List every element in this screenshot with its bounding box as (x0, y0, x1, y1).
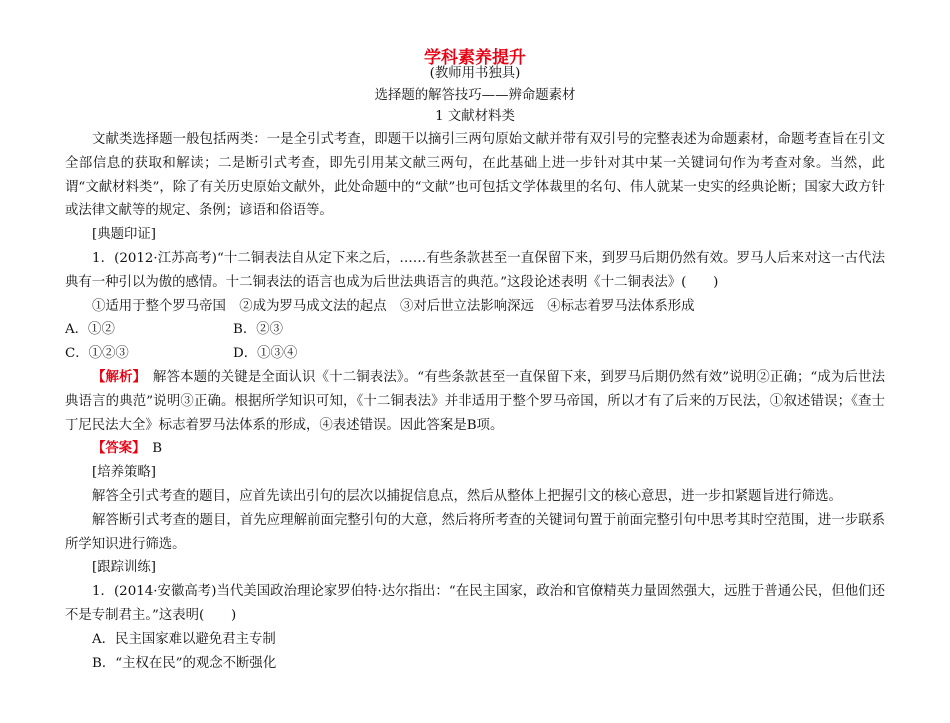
option-d: D．①③④ (233, 346, 298, 362)
option-b: B．②③ (233, 322, 284, 338)
document-body (65, 128, 885, 675)
example-heading: [典题印证] (92, 227, 157, 243)
example-statements: ①适用于整个罗马帝国 ②成为罗马成文法的起点 ③对后世立法影响深远 ④标志着罗马法体系形成 (92, 298, 695, 314)
analysis-text: 解答本题的关键是全面认识《十二铜表法》。“有些条款甚至一直保留下来，到罗马后期仍然有效”说明②正确；“成为后世法典语言的典范”说明③正确。根据所学知识可知，《十二铜表法》并非适用于整个罗马帝国，所以才有了后来的万民法，①叙述错误；《查士丁尼民法大全》标志着罗马法体系的形成，④表述错误。因此答案是B项。 (65, 369, 885, 433)
options-row-1 (65, 318, 885, 342)
analysis-paragraph (65, 366, 885, 437)
strategy-paragraph-1: 解答全引式考查的题目，应首先读出引句的层次以捕捉信息点，然后从整体上把握引文的核心意思，进一步扣紧题旨进行筛选。 (92, 488, 842, 504)
options-row-2 (65, 342, 885, 366)
intro-paragraph: 文献类选择题一般包括两类：一是全引式考查，即题干以摘引三两句原始文献并带有双引号的完整表述为命题素材，命题考查旨在引文全部信息的获取和解读；二是断引式考查，即先引用某文献三两句，在此基础上进一步针对其中某一关键词句作为考查对象。当然，此谓“文献材料类”，除了有关历史原始文献外，此处命题中的“文献”也可包括文学体裁里的名句、伟人就某一史实的经典论断；国家大政方针或法律文献等的规定、条例；谚语和俗语等。 (65, 132, 885, 219)
section-heading: 选择题的解答技巧——辨命题素材 (374, 88, 576, 103)
strategy-paragraph-2: 解答断引式考查的题目，首先应理解前面完整引句的大意，然后将所考查的关键词句置于前面完整引句中思考其时空范围，进一步联系所学知识进行筛选。 (65, 512, 885, 552)
option-c: C．①②③ (65, 346, 129, 362)
subsection-heading: 1 文献材料类 (435, 109, 515, 124)
strategy-heading: [培养策略] (92, 465, 157, 481)
answer-label: 【答案】 (92, 441, 139, 457)
practice-question: 1．(2014·安徽高考)当代美国政治理论家罗伯特·达尔指出：“在民主国家，政治和官僚精英力量固然强大，远胜于普通公民，但他们还不是专制君主。”这表明( ) (65, 584, 885, 623)
answer-text: B (138, 441, 163, 457)
practice-option-a: A．民主国家难以避免君主专制 (92, 631, 276, 647)
answer-line (65, 437, 885, 461)
option-a: A．①② (65, 322, 115, 338)
page-title: 学科素养提升 (424, 48, 526, 68)
page-subtitle: (教师用书独具) (429, 66, 521, 81)
example-question: 1．(2012·江苏高考)“十二铜表法自从定下来之后，……有些条款甚至一直保留下来，到罗马后期仍然有效。罗马人后来对这一古代法典有一种引以为傲的感情。十二铜表法的语言也成为后世法典语言的典范。”这段论述表明《十二铜表法》( ) (65, 250, 885, 290)
practice-heading: [跟踪训练] (92, 560, 157, 576)
practice-option-b: B．“主权在民”的观念不断强化 (92, 655, 277, 671)
analysis-label: 【解析】 (92, 369, 140, 385)
